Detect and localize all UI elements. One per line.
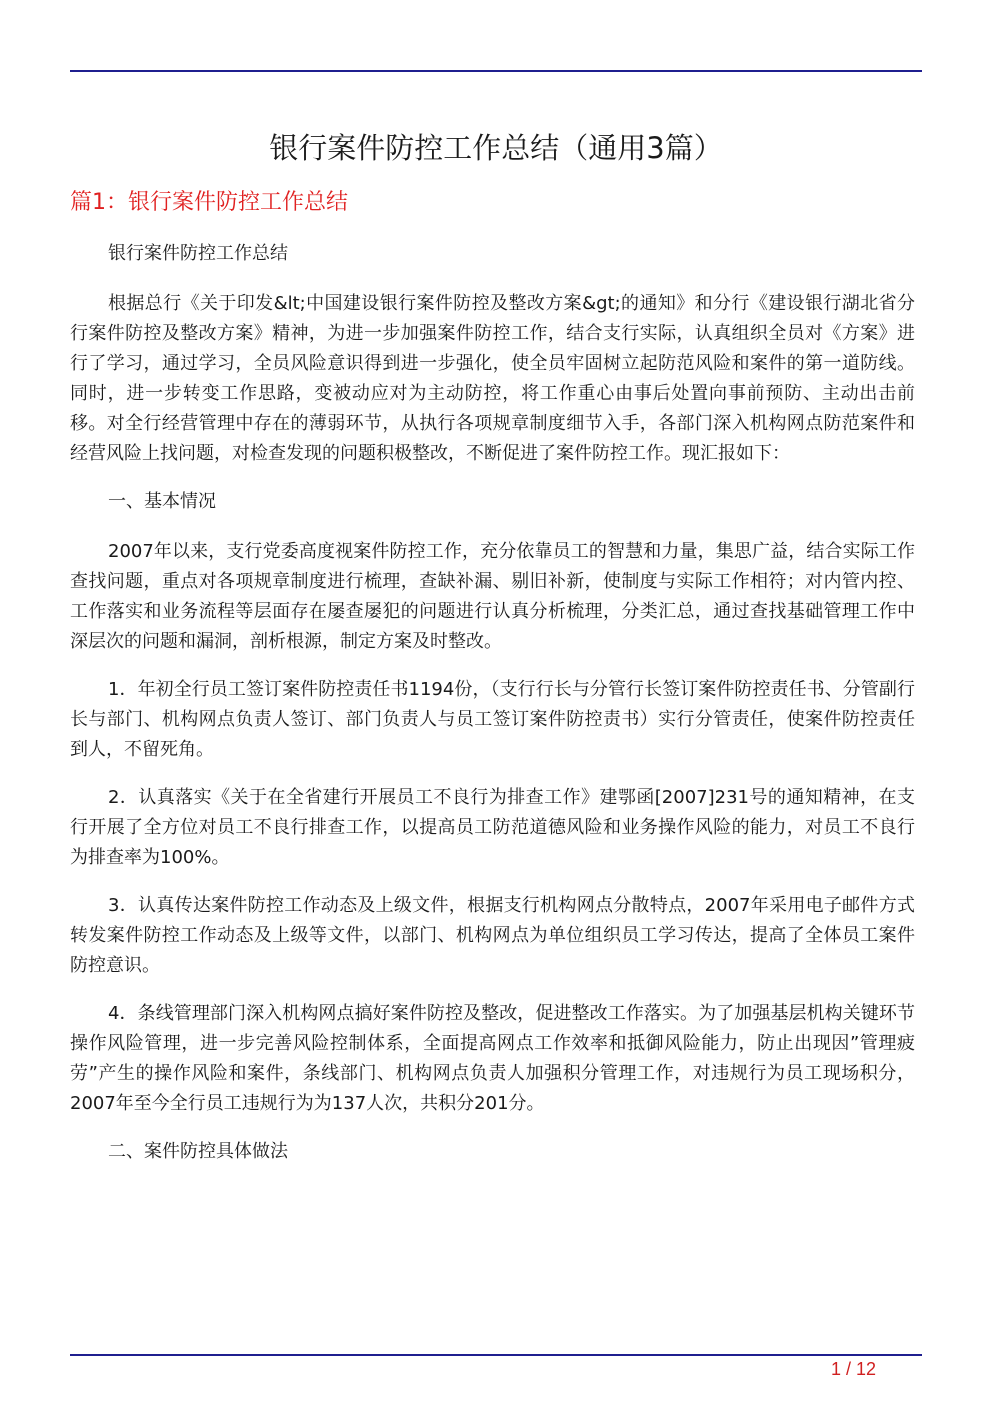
paragraph-intro: 根据总行《关于印发&lt;中国建设银行案件防控及整改方案&gt;的通知》和分行《建设银行湖北省分行案件防控及整改方案》精神，为进一步加强案件防控工作，结合支行实际，认真组织全员对《方案》进行了学习，通过学习，全员风险意识得到进一步强化，使全员牢固树立起防范风险和案件的第一道防线。同时，进一步转变工作思路，变被动应对为主动防控，将工作重心由事后处置向事前预防、主动出击前移。对全行经营管理中存在的薄弱环节，从执行各项规章制度细节入手，各部门深入机构网点防范案件和经营风险上找问题，对检查发现的问题积极整改，不断促进了案件防控工作。现汇报如下： <box>70 293 915 464</box>
document-body <box>70 239 915 1187</box>
paragraph-item-2: 2．认真落实《关于在全省建行开展员工不良行为排查工作》建鄂函[2007]231号的通知精神，在支行开展了全方位对员工不良行排查工作，以提高员工防范道德风险和业务操作风险的能力，对员工不良行为排查率为100%。 <box>70 787 915 868</box>
paragraph-item-1: 1．年初全行员工签订案件防控责任书1194份，（支行行长与分管行长签订案件防控责任书、分管副行长与部门、机构网点负责人签订、部门负责人与员工签订案件防控责书）实行分管责任，使案件防控责任到人，不留死角。 <box>70 679 915 760</box>
page-number: 1 / 12 <box>830 1359 876 1379</box>
header-rule <box>70 70 922 72</box>
paragraph-item-4: 4．条线管理部门深入机构网点搞好案件防控及整改，促进整改工作落实。为了加强基层机构关键环节操作风险管理，进一步完善风险控制体系，全面提高网点工作效率和抵御风险能力，防止出现因”管理疲劳”产生的操作风险和案件，条线部门、机构网点负责人加强积分管理工作，对违规行为员工现场积分，2007年至今全行员工违规行为为137人次，共积分201分。 <box>70 1003 915 1114</box>
paragraph-heading-basic: 一、基本情况 <box>108 491 216 512</box>
footer-rule <box>70 1354 922 1356</box>
document-title: 银行案件防控工作总结（通用3篇） <box>269 131 723 165</box>
paragraph-subtitle: 银行案件防控工作总结 <box>108 243 288 264</box>
section-heading: 篇1：银行案件防控工作总结 <box>70 190 348 215</box>
paragraph-heading-practices: 二、案件防控具体做法 <box>108 1141 288 1162</box>
paragraph-item-3: 3．认真传达案件防控工作动态及上级文件，根据支行机构网点分散特点，2007年采用电子邮件方式转发案件防控工作动态及上级等文件，以部门、机构网点为单位组织员工学习传达，提高了全体员工案件防控意识。 <box>70 895 915 976</box>
paragraph-basic-overview: 2007年以来，支行党委高度视案件防控工作，充分依靠员工的智慧和力量，集思广益，结合实际工作查找问题，重点对各项规章制度进行梳理，查缺补漏、剔旧补新，使制度与实际工作相符；对内管内控、工作落实和业务流程等层面存在屡查屡犯的问题进行认真分析梳理，分类汇总，通过查找基础管理工作中深层次的问题和漏洞，剖析根源，制定方案及时整改。 <box>70 541 915 652</box>
